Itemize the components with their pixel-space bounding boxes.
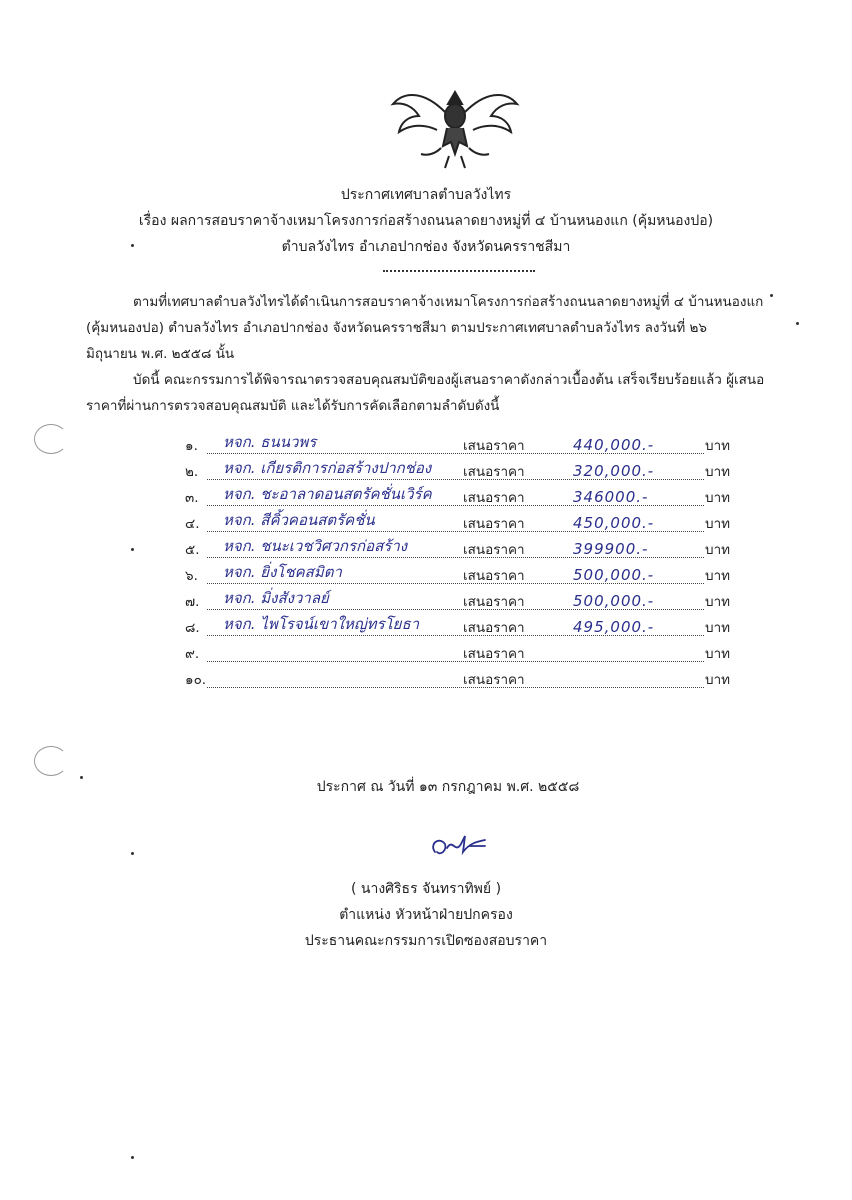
bid-price: 500,000.- (573, 592, 655, 610)
punch-hole (34, 424, 68, 454)
bidder-name: หจก. เกียรติการก่อสร้างปากช่อง (223, 459, 432, 477)
price-dotted-line (527, 687, 704, 688)
bidder-row (185, 511, 731, 536)
bidder-number: ๘. (185, 620, 200, 636)
announcement-subject: เรื่อง ผลการสอบราคาจ้างเหมาโครงการก่อสร้างถนนลาดยางหมู่ที่ ๔ บ้านหนองแก (คุ้มหนองปอ) (138, 213, 714, 229)
paragraph-1-line-1: ตามที่เทศบาลตำบลวังไทรได้ดำเนินการสอบราคาจ้างเหมาโครงการก่อสร้างถนนลาดยางหมู่ที่ ๔ บ้านหนองแก (133, 294, 764, 310)
unit-label: บาท (705, 646, 731, 662)
scan-speck (131, 852, 134, 855)
paragraph-1-line-3: มิถุนายน พ.ศ. ๒๕๕๘ นั้น (86, 346, 235, 362)
bid-label: เสนอราคา (463, 672, 525, 688)
announcement-title: ประกาศเทศบาลตำบลวังไทร (340, 187, 512, 203)
bidder-number: ๖. (185, 568, 198, 584)
scan-speck (131, 244, 134, 247)
bidder-row (185, 459, 731, 484)
bidder-name: หจก. ชะอาลาดอนสตรัคชั่นเวิร์ค (223, 485, 432, 503)
bid-label: เสนอราคา (463, 620, 525, 636)
bidder-name: หจก. ไพโรจน์เขาใหญ่ทรโยธา (223, 615, 420, 633)
unit-label: บาท (705, 438, 731, 454)
bid-label: เสนอราคา (463, 646, 525, 662)
bid-price: 495,000.- (573, 618, 655, 636)
separator-dotted (383, 270, 535, 272)
garuda-emblem-icon (385, 82, 525, 174)
bid-label: เสนอราคา (463, 542, 525, 558)
bidder-number: ๑. (185, 438, 198, 454)
bid-label: เสนอราคา (463, 516, 525, 532)
bidder-name: หจก. มิ่งสังวาลย์ (223, 589, 329, 607)
unit-label: บาท (705, 672, 731, 688)
bidder-number: ๕. (185, 542, 200, 558)
scan-speck (131, 548, 134, 551)
price-dotted-line (527, 661, 704, 662)
signatory-name: ( นางศิริธร จันทราทิพย์ ) (350, 881, 502, 897)
unit-label: บาท (705, 464, 731, 480)
bid-price: 450,000.- (573, 514, 655, 532)
bidder-row (185, 485, 731, 510)
punch-hole (34, 746, 68, 776)
paragraph-1-line-2: (คุ้มหนองปอ) ตำบลวังไทร อำเภอปากช่อง จังหวัดนครราชสีมา ตามประกาศเทศบาลตำบลวังไทร ลงวันที่ ๒๖ (86, 320, 707, 336)
bid-label: เสนอราคา (463, 464, 525, 480)
scan-speck (770, 294, 773, 297)
bid-label: เสนอราคา (463, 438, 525, 454)
scan-speck (131, 1156, 134, 1159)
bidder-name: หจก. ชนะเวชวิศวกรก่อสร้าง (223, 537, 408, 555)
paragraph-2-line-1: บัดนี้ คณะกรรมการได้พิจารณาตรวจสอบคุณสมบัติของผู้เสนอราคาดังกล่าวเบื้องต้น เสร็จเรียบร้อยแล้ว ผู้เสนอ (133, 372, 765, 388)
bidder-number: ๔. (185, 516, 200, 532)
bidder-number: ๒. (185, 464, 199, 480)
bid-price: 399900.- (573, 540, 649, 558)
bidder-number: ๗. (185, 594, 200, 610)
bid-price: 320,000.- (573, 462, 655, 480)
unit-label: บาท (705, 620, 731, 636)
bidder-name: หจก. ธนนวพร (223, 433, 317, 451)
unit-label: บาท (705, 594, 731, 610)
bidder-row (185, 670, 730, 692)
bid-price: 500,000.- (573, 566, 655, 584)
bidder-name: หจก. สีคิ้วคอนสตรัคชั่น (223, 511, 375, 529)
bidder-row (185, 563, 731, 588)
unit-label: บาท (705, 490, 731, 506)
signatory-position: ตำแหน่ง หัวหน้าฝ่ายปกครอง (339, 907, 513, 923)
bid-label: เสนอราคา (463, 490, 525, 506)
announcement-date: ประกาศ ณ วันที่ ๑๓ กรกฎาคม พ.ศ. ๒๕๕๘ (316, 779, 580, 795)
bidder-row (185, 589, 731, 614)
bid-label: เสนอราคา (463, 568, 525, 584)
bid-price: 346000.- (573, 488, 649, 506)
bidder-number: ๓. (185, 490, 199, 506)
bidder-number: ๙. (185, 646, 200, 662)
unit-label: บาท (705, 542, 731, 558)
scan-speck (80, 776, 83, 779)
bidder-row (185, 433, 731, 458)
bidder-name: หจก. ยิ่งโชคสมิตา (223, 563, 342, 581)
scan-speck (796, 322, 799, 325)
announcement-location: ตำบลวังไทร อำเภอปากช่อง จังหวัดนครราชสีมา (281, 239, 571, 255)
bidder-row (185, 537, 731, 562)
signatory-role: ประธานคณะกรรมการเปิดซองสอบราคา (304, 933, 548, 949)
unit-label: บาท (705, 516, 731, 532)
bidder-number: ๑๐. (185, 672, 207, 688)
handwritten-signature (425, 826, 495, 862)
unit-label: บาท (705, 568, 731, 584)
bid-label: เสนอราคา (463, 594, 525, 610)
bidder-row (185, 644, 730, 666)
paragraph-2-line-2: ราคาที่ผ่านการตรวจสอบคุณสมบัติ และได้รับการคัดเลือกตามลำดับดังนี้ (86, 398, 500, 414)
bidder-row (185, 615, 731, 640)
bid-price: 440,000.- (573, 436, 655, 454)
